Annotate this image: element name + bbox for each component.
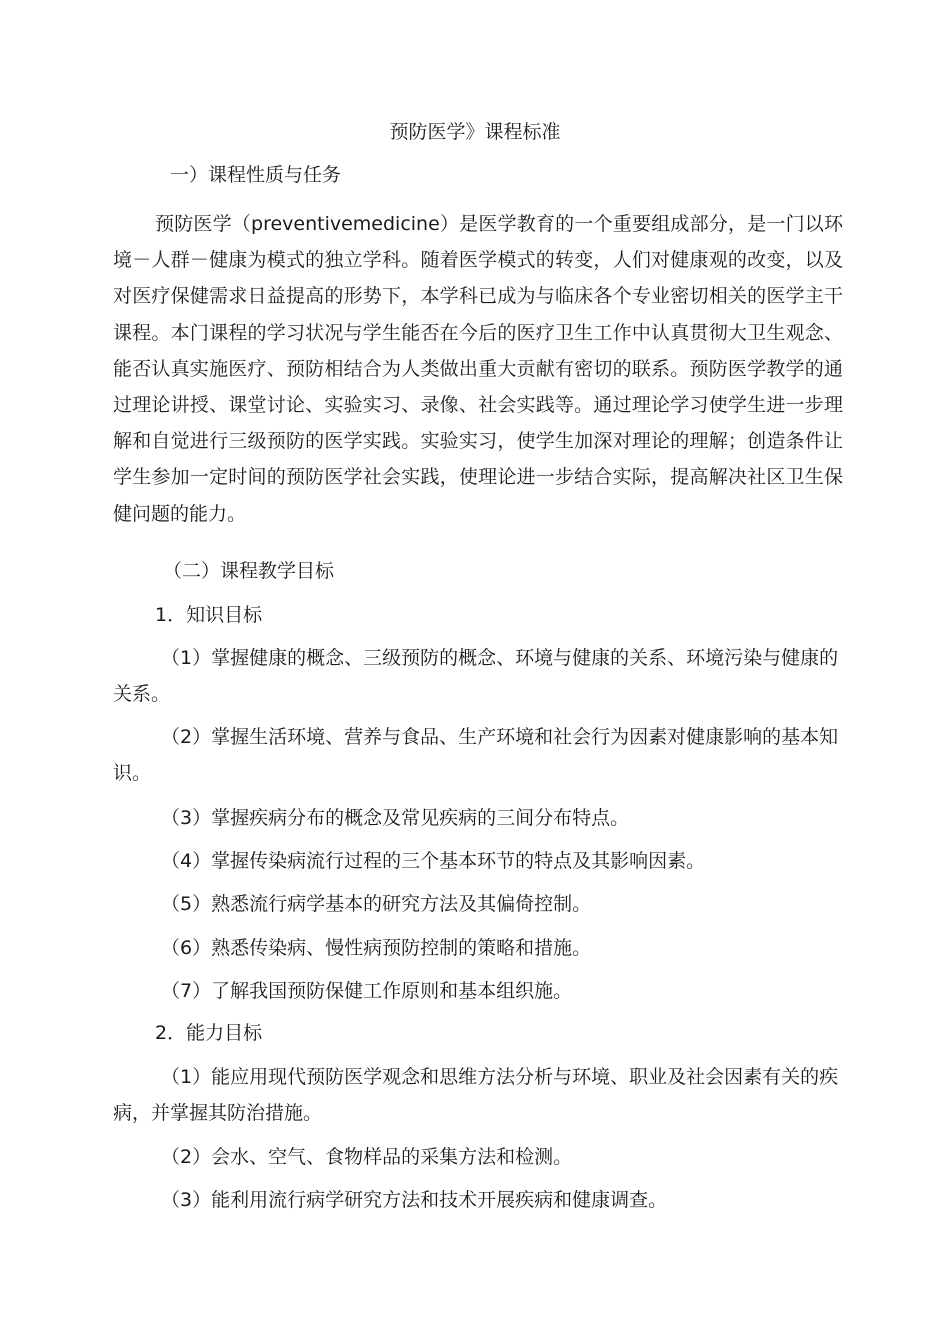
ability-goals-heading: 2．能力目标 [155,1022,263,1044]
knowledge-item-3: （3）掌握疾病分布的概念及常见疾病的三间分布特点。 [161,807,630,829]
knowledge-item-2: （2）掌握生活环境、营养与食品、生产环境和社会行为因素对健康影响的基本知识。 [113,726,839,784]
ability-item-2: （2）会水、空气、食物样品的采集方法和检测。 [161,1146,573,1168]
document-title: 预防医学》课程标准 [389,121,561,143]
knowledge-item-6: （6）熟悉传染病、慢性病预防控制的策略和措施。 [161,937,592,959]
knowledge-item-1: （1）掌握健康的概念、三级预防的概念、环境与健康的关系、环境污染与健康的关系。 [113,647,839,705]
section-1-heading: 一）课程性质与任务 [170,164,342,186]
section-1-body: 预防医学（preventivemedicine）是医学教育的一个重要组成部分，是一门以环境－人群－健康为模式的独立学科。随着医学模式的转变，人们对健康观的改变，以及对医疗保健需求日益提高的形势下，本学科已成为与临床各个专业密切相关的医学主干课程。本门课程的学习状况与学生能否在今后的医疗卫生工作中认真贯彻大卫生观念、能否认真实施医疗、预防相结合为人类做出重大贡献有密切的联系。预防医学教学的通过理论讲授、课堂讨论、实验实习、录像、社会实践等。通过理论学习使学生进一步理解和自觉进行三级预防的医学实践。实验实习，使学生加深对理论的理解；创造条件让学生参加一定时间的预防医学社会实践，使理论进一步结合实际，提高解决社区卫生保健问题的能力。 [113,213,843,525]
knowledge-goals-heading: 1．知识目标 [155,604,263,626]
ability-item-1: （1）能应用现代预防医学观念和思维方法分析与环境、职业及社会因素有关的疾病，并掌握其防治措施。 [113,1066,839,1124]
ability-item-3: （3）能利用流行病学研究方法和技术开展疾病和健康调查。 [161,1189,668,1211]
knowledge-item-5: （5）熟悉流行病学基本的研究方法及其偏倚控制。 [161,893,592,915]
knowledge-item-4: （4）掌握传染病流行过程的三个基本环节的特点及其影响因素。 [161,850,706,872]
section-2-heading: （二）课程教学目标 [163,560,335,582]
knowledge-item-7: （7）了解我国预防保健工作原则和基本组织施。 [161,980,573,1002]
